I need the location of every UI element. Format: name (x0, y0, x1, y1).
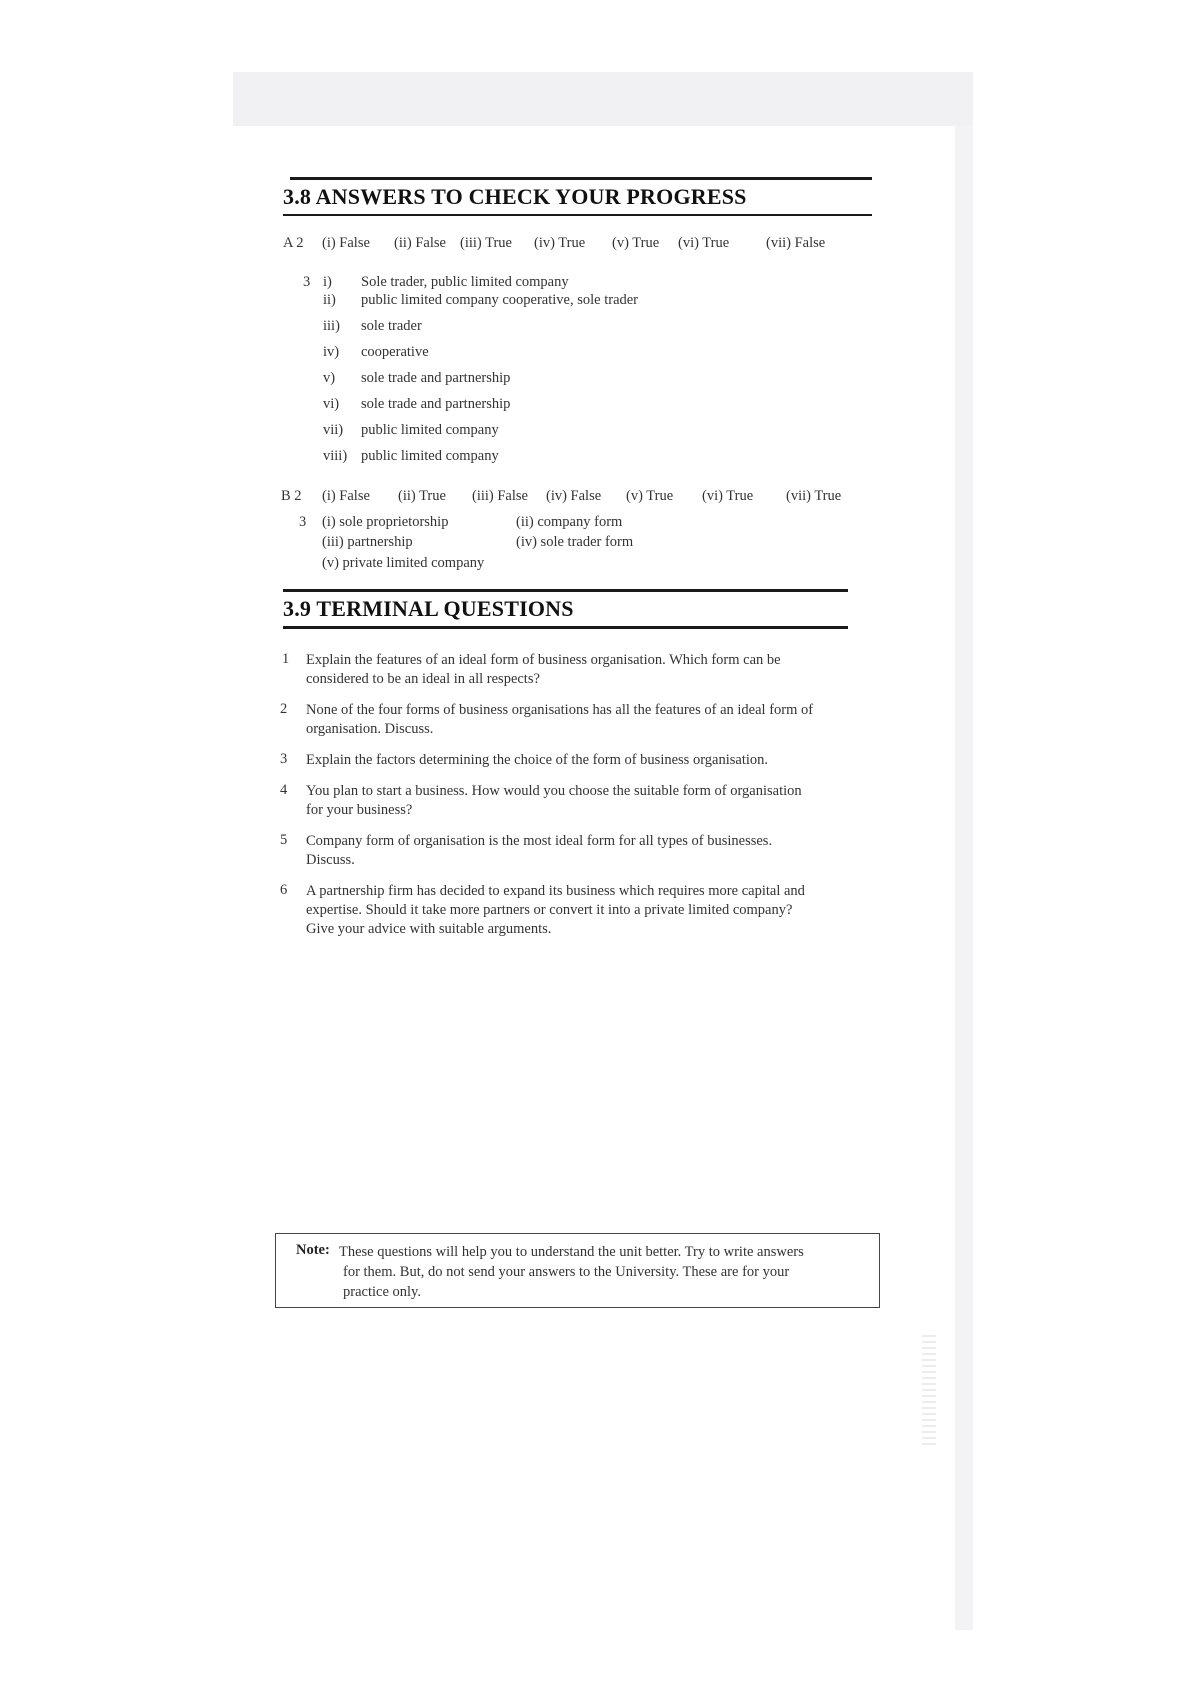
answer-a3-label: 3 (303, 274, 311, 290)
a3-item-num: vii) (323, 422, 344, 438)
a3-item-num: ii) (323, 292, 336, 308)
question-number: 5 (280, 832, 288, 848)
question-text (306, 701, 906, 739)
a3-item-text: sole trade and partnership (361, 396, 511, 412)
question-line: for your business? (306, 802, 413, 818)
a3-item-num: i) (323, 274, 332, 290)
b2-answers-row (322, 488, 882, 508)
question-line: Company form of organisation is the most ideal form for all types of businesses. (306, 833, 773, 849)
note-label: Note: (296, 1242, 330, 1258)
question-number: 1 (282, 651, 290, 667)
question-line: Explain the factors determining the choice of the form of business organisation. (306, 752, 768, 768)
right-margin-band (955, 126, 973, 1630)
question-line: expertise. Should it take more partners or convert it into a private limited company? (306, 902, 793, 918)
section-38-bottom-rule (283, 214, 872, 216)
question-text (306, 651, 906, 689)
note-line: practice only. (343, 1284, 421, 1300)
question-number: 2 (280, 701, 288, 717)
a2-answer: (ii) False (394, 235, 446, 251)
a2-answer: (v) True (612, 235, 660, 251)
a3-item-num: v) (323, 370, 336, 386)
a3-item-num: viii) (323, 448, 348, 464)
question-number: 6 (280, 882, 288, 898)
question-line: You plan to start a business. How would you choose the suitable form of organisation (306, 783, 802, 799)
a3-item-text: public limited company (361, 448, 499, 464)
b3-item: (iv) sole trader form (516, 534, 634, 550)
a2-answer: (i) False (322, 235, 370, 251)
b2-answer: (i) False (322, 488, 370, 504)
note-line: for them. But, do not send your answers to the University. These are for your (343, 1264, 790, 1280)
a3-item-num: iii) (323, 318, 340, 334)
question-line: Discuss. (306, 852, 355, 868)
b3-item: (iii) partnership (322, 534, 413, 550)
section-39-heading: 3.9 TERMINAL QUESTIONS (283, 596, 574, 621)
question-text (306, 832, 906, 870)
b2-answer: (iv) False (546, 488, 602, 504)
a2-answer: (iv) True (534, 235, 586, 251)
scan-artifact (922, 1335, 936, 1445)
section-38-top-rule (290, 177, 872, 180)
a3-item-text: Sole trader, public limited company (361, 274, 569, 290)
answer-b-label: B 2 (281, 488, 302, 504)
note-line: These questions will help you to understand the unit better. Try to write answers (339, 1244, 804, 1260)
b2-answer: (vi) True (702, 488, 754, 504)
note-text (339, 1242, 869, 1302)
b3-item: (i) sole proprietorship (322, 514, 449, 530)
question-line: Explain the features of an ideal form of business organisation. Which form can be (306, 652, 781, 668)
note-box (275, 1233, 880, 1308)
section-38-heading: 3.8 ANSWERS TO CHECK YOUR PROGRESS (283, 184, 747, 209)
top-margin-band (233, 72, 973, 126)
question-line: A partnership firm has decided to expand its business which requires more capital and (306, 883, 805, 899)
section-39-top-rule (283, 589, 848, 592)
answer-b3-label: 3 (299, 514, 307, 530)
b2-answer: (ii) True (398, 488, 446, 504)
b3-item: (ii) company form (516, 514, 623, 530)
question-number: 3 (280, 751, 288, 767)
a3-item-text: public limited company cooperative, sole trader (361, 292, 639, 308)
question-text (306, 882, 906, 939)
b2-answer: (iii) False (472, 488, 528, 504)
a2-answers-row (322, 235, 882, 255)
a3-item-text: sole trade and partnership (361, 370, 511, 386)
a3-item-num: vi) (323, 396, 340, 412)
question-number: 4 (280, 782, 288, 798)
b2-answer: (v) True (626, 488, 674, 504)
question-text (306, 751, 906, 770)
answer-a-label: A 2 (283, 235, 304, 251)
a2-answer: (vi) True (678, 235, 730, 251)
question-line: considered to be an ideal in all respects? (306, 671, 540, 687)
a2-answer: (iii) True (460, 235, 512, 251)
a3-item-text: cooperative (361, 344, 429, 360)
b2-answer: (vii) True (786, 488, 842, 504)
question-line: None of the four forms of business organisations has all the features of an ideal form of (306, 702, 814, 718)
question-text (306, 782, 906, 820)
section-39-bottom-rule (283, 626, 848, 629)
a3-item-text: public limited company (361, 422, 499, 438)
a3-item-num: iv) (323, 344, 340, 360)
question-line: organisation. Discuss. (306, 721, 434, 737)
a2-answer: (vii) False (766, 235, 826, 251)
question-line: Give your advice with suitable arguments. (306, 921, 552, 937)
a3-item-text: sole trader (361, 318, 422, 334)
b3-item: (v) private limited company (322, 555, 485, 571)
